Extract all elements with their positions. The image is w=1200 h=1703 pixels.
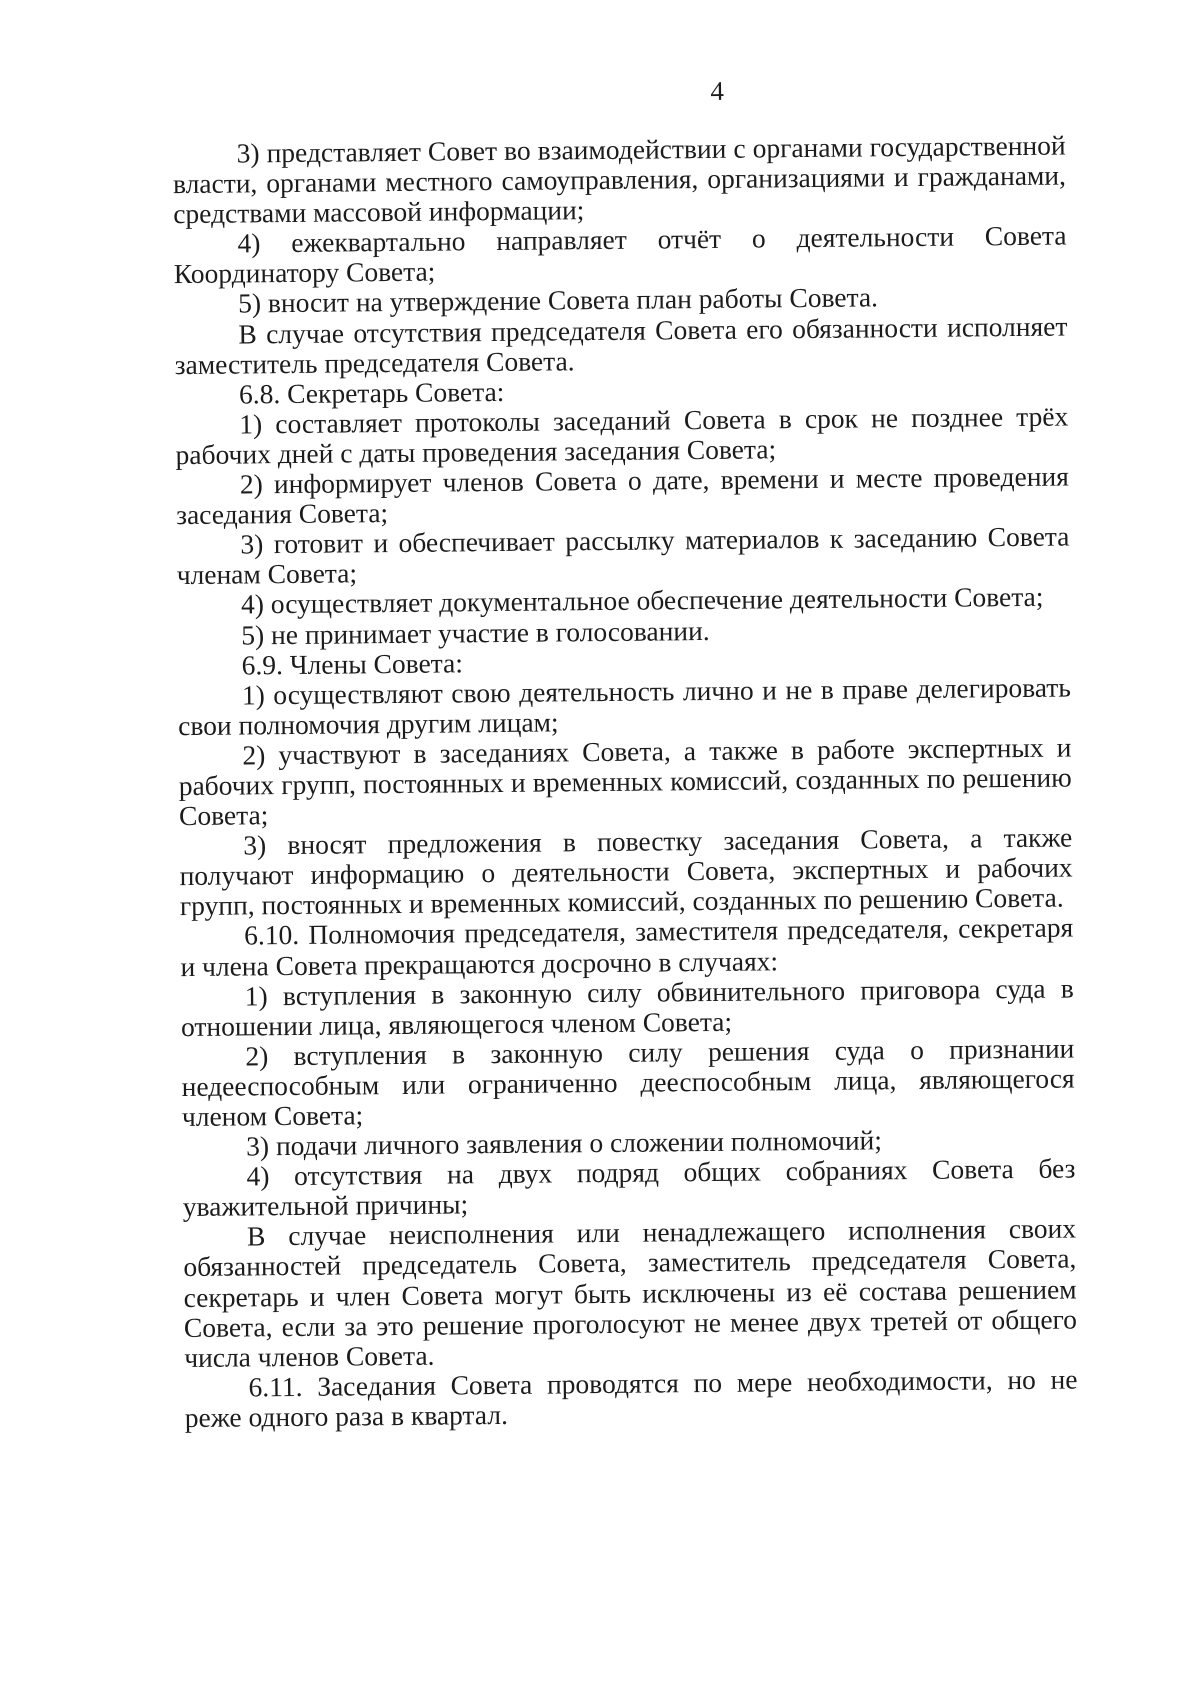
paragraph: 3) подачи личного заявления о сложении полномочий; (246, 1124, 883, 1162)
paragraph: 1) составляет протоколы заседаний Совета в срок не позднее трёх рабочих дней с даты проведения заседания Совета; (175, 400, 1069, 471)
paragraph: 3) готовит и обеспечивает рассылку материалов к заседанию Совета членам Совета; (176, 520, 1070, 591)
section-heading: 6.9. Члены Совета: (241, 646, 464, 681)
page-number: 4 (710, 75, 725, 106)
paragraph: 1) осуществляют свою деятельность лично и не в праве делегировать свои полномочия другим лицам; (178, 671, 1071, 741)
paragraph: 5) не принимает участие в голосовании. (241, 614, 710, 650)
paragraph: 6.11. Заседания Совета проводятся по мере необходимости, но не реже одного раза в квартал. (184, 1363, 1078, 1433)
paragraph: 2) вступления в законную силу решения суда о признании недееспособным или ограниченно дееспособным лица, являющегося членом Совета; (181, 1032, 1075, 1133)
document-body (173, 131, 1078, 1434)
section-heading: 6.8. Секретарь Совета: (238, 375, 505, 410)
paragraph: 4) ежеквартально направляет отчёт о деятельности Совета Координатору Совета; (173, 219, 1067, 290)
paragraph: 2) участвуют в заседаниях Совета, а также в работе экспертных и рабочих групп, постоянных и временных комиссий, созданных по решению Совета; (178, 731, 1072, 832)
paragraph: 2) информирует членов Совета о дате, времени и месте проведения заседания Совета; (176, 460, 1069, 531)
paragraph: 4) отсутствия на двух подряд общих собраниях Совета без уважительной причины; (182, 1152, 1076, 1223)
paragraph: 4) осуществляет документальное обеспечение деятельности Совета; (240, 581, 1044, 620)
paragraph: 5) вносит на утверждение Совета план работы Совета. (237, 281, 879, 319)
paragraph: 3) представляет Совет во взаимодействии с органами государственной власти, органами местного самоуправления, организациями и гражданами, средствами массовой информации; (172, 129, 1067, 230)
paragraph: В случае неисполнения или ненадлежащего исполнения своих обязанностей председатель Совета, заместитель председателя Совета, секретарь и член Совета могут быть исключены из её состава решением Совета, если за это решение проголосуют не менее двух третей от общего числа членов Совета. (183, 1212, 1078, 1373)
paragraph: 3) вносят предложения в повестку заседания Совета, а также получают информацию о деятельности Совета, экспертных и рабочих групп, постоянных и временных комиссий, созданных по решению Совета. (179, 821, 1073, 922)
paragraph: 1) вступления в законную силу обвинительного приговора суда в отношении лица, являющегося членом Совета; (180, 972, 1074, 1042)
paragraph: 6.10. Полномочия председателя, заместителя председателя, секретаря и члена Совета прекращаются досрочно в случаях: (180, 911, 1074, 982)
paragraph: В случае отсутствия председателя Совета его обязанности исполняет заместитель председателя Совета. (174, 310, 1068, 380)
